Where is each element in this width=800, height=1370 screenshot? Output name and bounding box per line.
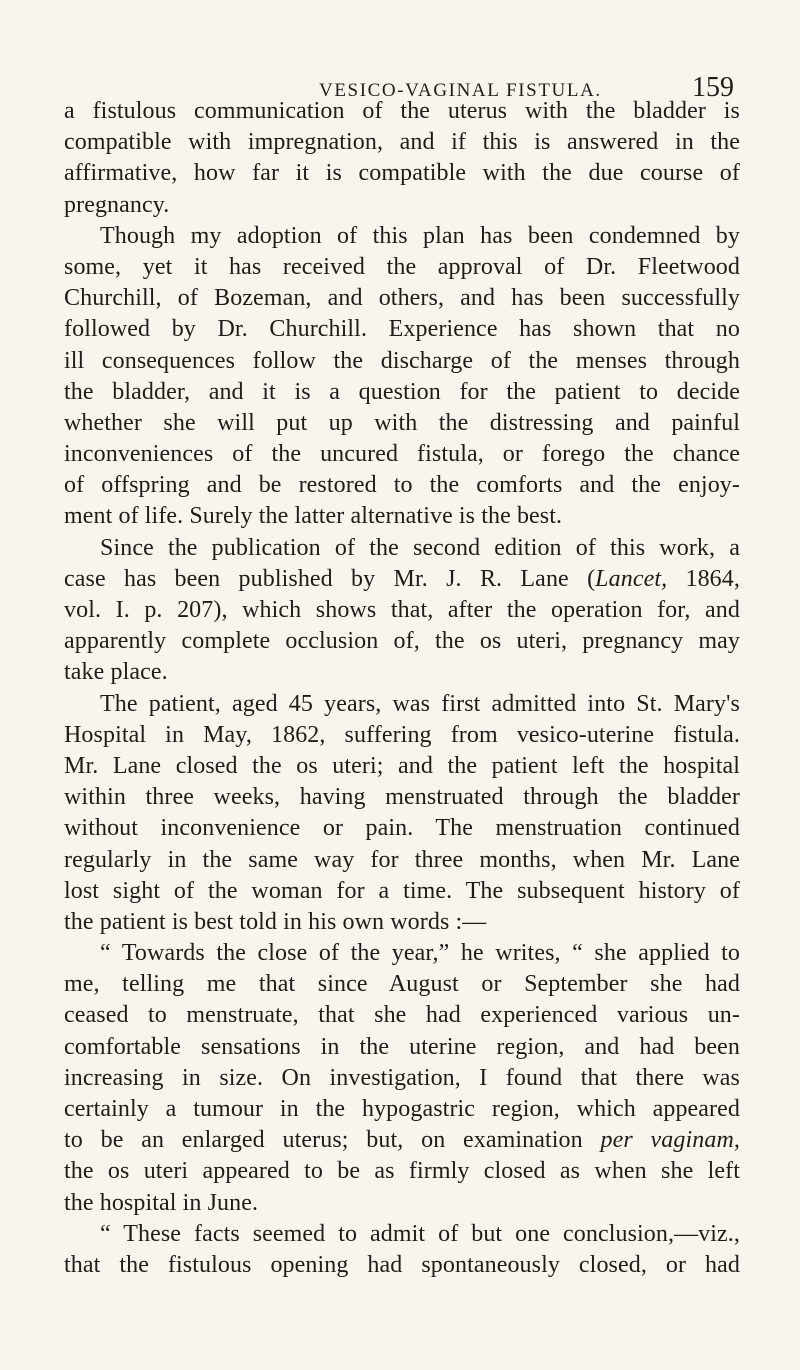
chapter-title: VESICO-VAGINAL FISTULA. (319, 80, 602, 101)
running-header (64, 0, 740, 103)
text-line: “ Towards the close of the year,” he writes, “ she applied to (100, 940, 740, 967)
text-line: me, telling me that since August or September she had (64, 971, 740, 998)
paragraph (64, 689, 740, 939)
text-line: a fistulous communication of the uterus with the bladder is (64, 98, 740, 124)
text-line: “ These facts seemed to admit of but one conclusion,—viz., (100, 1220, 740, 1247)
paragraph (64, 938, 740, 1219)
paragraph (64, 221, 740, 533)
text-line: Hospital in May, 1862, suffering from vesico-uterine fistula. (64, 721, 740, 748)
latin-phrase: per vaginam, (600, 1127, 740, 1154)
text-line: lost sight of the woman for a time. The subsequent history of (64, 877, 740, 904)
text-line: within three weeks, having menstruated through the bladder (64, 784, 740, 811)
text-line (64, 1125, 740, 1156)
text-line: ill consequences follow the discharge of the menses through (64, 347, 740, 374)
text-line: whether she will put up with the distressing and painful (64, 409, 740, 436)
paragraph (64, 96, 740, 221)
text-line: Since the publication of the second edition of this work, a (100, 534, 740, 561)
text-run: to be an enlarged uterus; but, on examination (64, 1127, 601, 1154)
text-line: followed by Dr. Churchill. Experience has shown that no (64, 316, 740, 343)
text-line: that the fistulous opening had spontaneously closed, or had (64, 1251, 740, 1278)
text-line: certainly a tumour in the hypogastric region, which appeared (64, 1096, 740, 1122)
text-line: increasing in size. On investigation, I found that there was (64, 1064, 740, 1091)
body-text (64, 96, 740, 1281)
text-run: 1864, (667, 565, 740, 592)
text-line: comfortable sensations in the uterine region, and had been (64, 1033, 740, 1060)
text-line (64, 564, 740, 595)
text-line: some, yet it has received the approval of Dr. Fleetwood (64, 253, 740, 280)
paragraph (64, 533, 740, 689)
page-number: 159 (692, 72, 734, 103)
text-line: the os uteri appeared to be as firmly closed as when she left (64, 1158, 740, 1185)
paragraph (64, 1219, 740, 1281)
text-line: The patient, aged 45 years, was first admitted into St. Mary's (100, 690, 740, 717)
text-line: of offspring and be restored to the comforts and the enjoy- (64, 472, 740, 499)
text-line: Mr. Lane closed the os uteri; and the patient left the hospital (64, 752, 740, 779)
text-line: apparently complete occlusion of, the os uteri, pregnancy may (64, 628, 740, 655)
journal-title: Lancet, (595, 565, 668, 592)
text-line: compatible with impregnation, and if this is answered in the (64, 129, 740, 156)
text-line: Though my adoption of this plan has been condemned by (100, 222, 740, 249)
text-run: case has been published by Mr. J. R. Lane ( (64, 565, 596, 592)
text-line: the hospital in June. (64, 1189, 259, 1216)
text-line: inconveniences of the uncured fistula, or forego the chance (64, 441, 740, 468)
text-line: affirmative, how far it is compatible with the due course of (64, 160, 740, 187)
text-line: take place. (64, 659, 168, 686)
text-line: Churchill, of Bozeman, and others, and has been successfully (64, 285, 740, 312)
text-line: vol. I. p. 207), which shows that, after the operation for, and (64, 597, 740, 623)
text-line: pregnancy. (64, 191, 170, 218)
text-line: the patient is best told in his own words :— (64, 908, 487, 935)
text-line: regularly in the same way for three months, when Mr. Lane (64, 846, 740, 873)
text-line: without inconvenience or pain. The menstruation continued (64, 815, 740, 842)
text-line: ceased to menstruate, that she had experienced various un- (64, 1002, 740, 1029)
text-line: ment of life. Surely the latter alternative is the best. (64, 503, 563, 530)
text-line: the bladder, and it is a question for the patient to decide (64, 378, 740, 405)
